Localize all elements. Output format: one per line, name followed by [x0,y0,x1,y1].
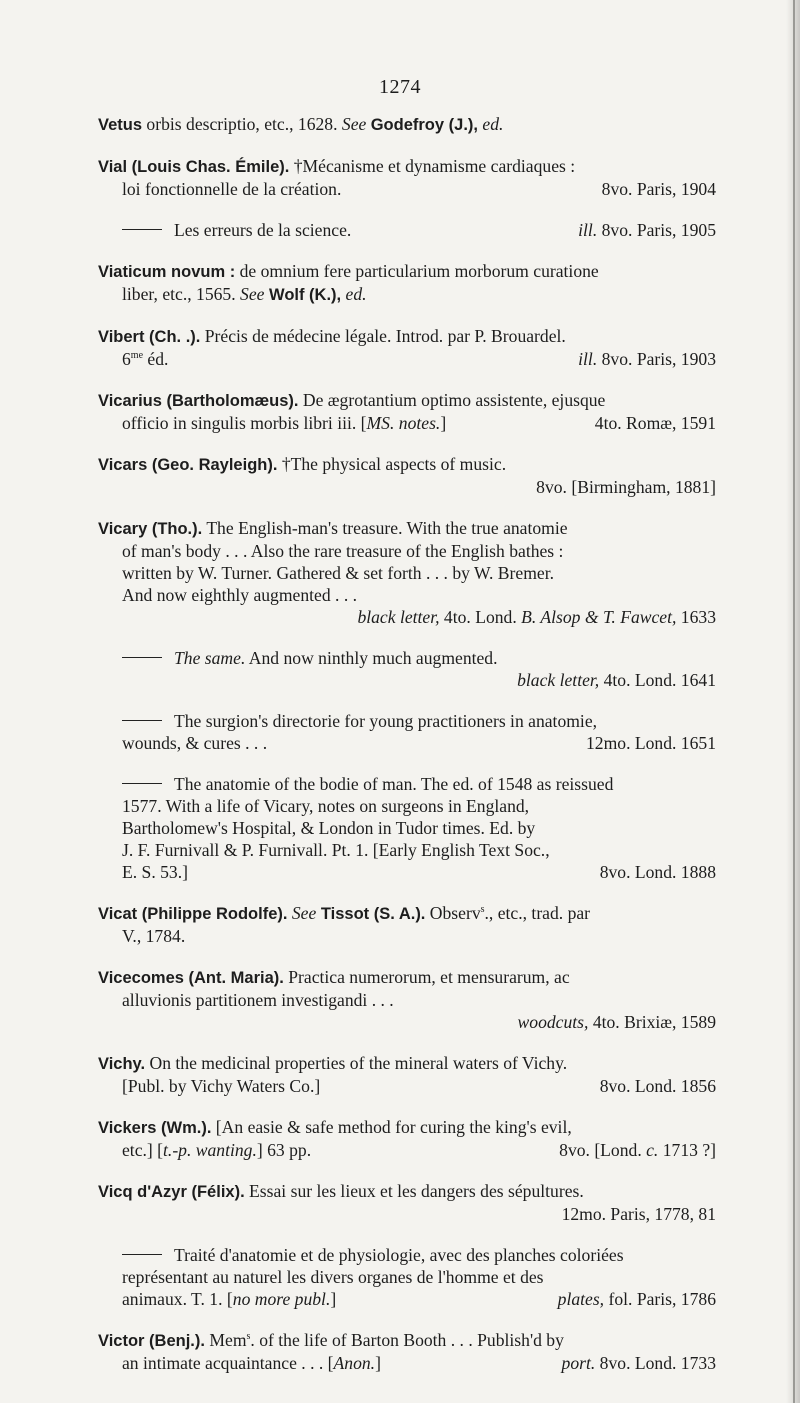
repeat-dash [122,720,162,721]
entry-vichy: Vichy. On the medicinal properties of the mineral waters of Vichy. [Publ. by Vichy Waters Co.] 8vo. Lond. 1856 [98,1053,716,1096]
entry-vicecomes: Vicecomes (Ant. Maria). Practica numerorum, et mensurarum, ac alluvionis partitionem investigandi . . . woodcuts, 4to. Brixiæ, 1589 [98,967,716,1032]
entry-vicary-2: The same. And now ninthly much augmented. black letter, 4to. Lond. 1641 [98,647,716,691]
entry-vicq-2: Traité d'anatomie et de physiologie, avec des planches coloriées représentant au naturel les divers organes de l'homme et des animaux. T. 1. [no more publ.] plates, fol. Paris, 1786 [122,1245,716,1309]
catalogue-entries [98,113,716,1393]
entry-vial-2: Les erreurs de la science. ill. 8vo. Paris, 1905 [98,219,716,241]
entry-vetus: Vetus orbis descriptio, etc., 1628. See Godefroy (J.), ed. [98,114,504,134]
repeat-dash [122,657,162,658]
entry-vicars: Vicars (Geo. Rayleigh). †The physical aspects of music. 8vo. [Birmingham, 1881] [98,454,716,497]
repeat-dash [122,229,162,230]
entry-vicq: Vicq d'Azyr (Félix). Essai sur les lieux et les dangers des sépultures. 12mo. Paris, 1778, 81 [98,1181,716,1224]
entry-vial: Vial (Louis Chas. Émile). †Mécanisme et dynamisme cardiaques : loi fonctionnelle de la création. 8vo. Paris, 1904 [98,156,716,199]
entry-victor: Victor (Benj.). Mem$^s$. of the life of Barton Booth . . . Publish'd by an intimate acquaintance . . . [Anon.] port. 8vo. Lond. 1733 [98,1330,716,1373]
entry-viaticum: Viaticum novum : de omnium fere particularium morborum curatione liber, etc., 1565. See Wolf (K.), ed. [98,261,599,304]
repeat-dash [122,783,162,784]
entry-vicary-4: The anatomie of the bodie of man. The ed. of 1548 as reissued 1577. With a life of Vicary, notes on surgeons in England, Bartholomew's Hospital, & London in Tudor times. Ed. by J. F. Furnivall & P. Furnivall. Pt. 1. [Early English Text Soc., E. S. 53.] 8vo. Lond. 1888 [122,774,716,882]
entry-vickers: Vickers (Wm.). [An easie & safe method for curing the king's evil, etc.] [t.-p. wanting.] 63 pp. 8vo. [Lond. c. 1713 ?] [98,1117,716,1160]
entry-vibert: Vibert (Ch. .). Précis de médecine légale. Introd. par P. Brouardel. $6^{me}$ éd. ill. 8vo. Paris, 1903 [98,326,716,369]
repeat-dash [122,1254,162,1255]
page-edge-line [793,0,795,1403]
entry-vicat: Vicat (Philippe Rodolfe). See Tissot (S. A.). Observ$^s$., etc., trad. par V., 1784. [98,903,591,946]
page-number: 1274 [379,76,421,98]
entry-vicary: Vicary (Tho.). The English-man's treasure. With the true anatomie of man's body . . . Also the rare treasure of the English bathes : written by W. Turner. Gathered & set forth . . . by W. Bremer. And now eighthly augmented . . . black letter, 4to. Lond. B. Alsop & T. Fawcet, 1633 [98,518,716,627]
entry-vicary-3: The surgion's directorie for young practitioners in anatomie, wounds, & cures . . . 12mo. Lond. 1651 [122,711,716,753]
entry-vicarius: Vicarius (Bartholomæus). De ægrotantium optimo assistente, ejusque officio in singulis morbis libri iii. [MS. notes.] 4to. Romæ, 1591 [98,390,716,433]
